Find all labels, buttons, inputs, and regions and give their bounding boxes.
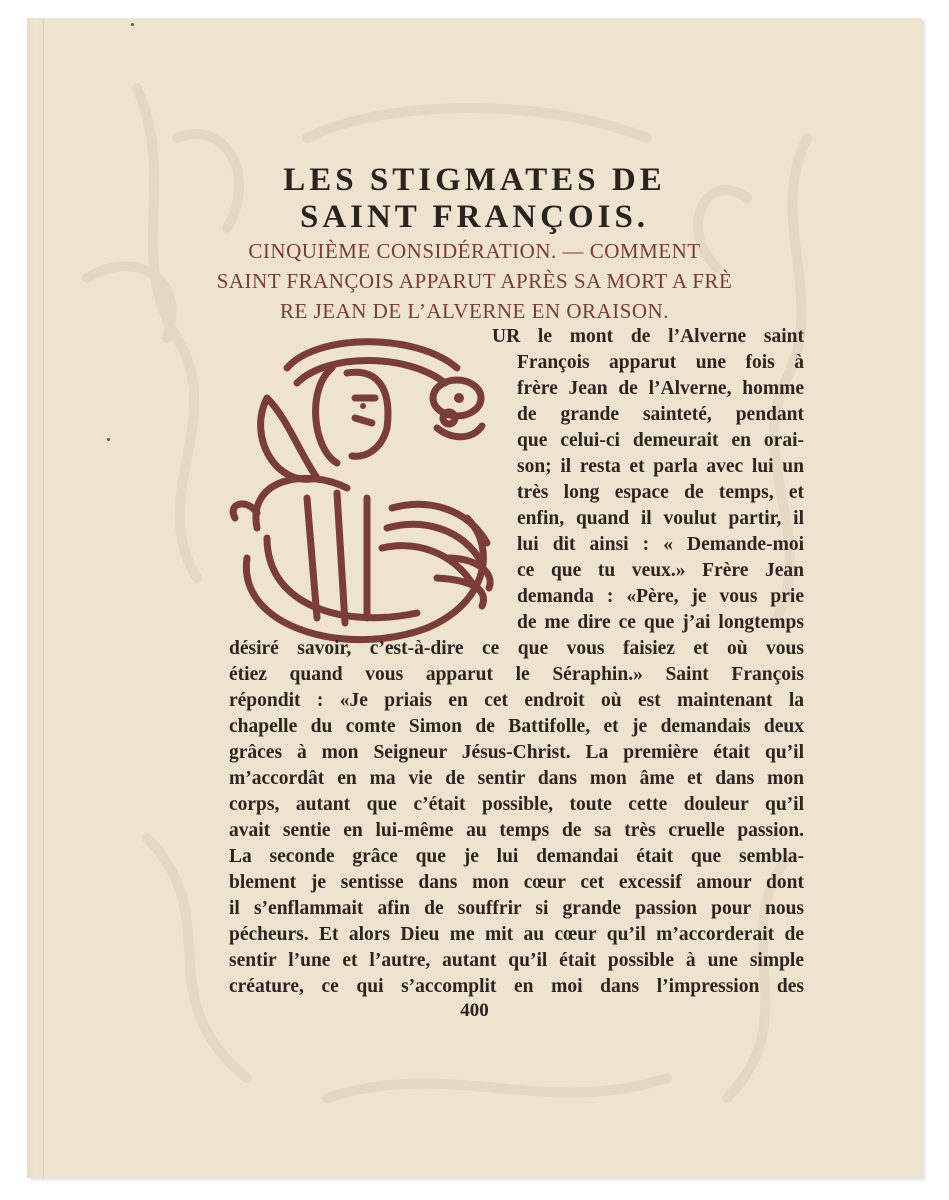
body-text-line: de grande sainteté, pendant bbox=[517, 404, 804, 425]
body-text-line: UR le mont de l’Alverne saint bbox=[492, 326, 804, 347]
body-text-line: désiré savoir, c’est-à-dire ce que vous faisiez et où vous bbox=[229, 638, 804, 659]
drop-cap-s-illustration-icon bbox=[227, 328, 505, 648]
body-text-line: que celui-ci demeurait en orai- bbox=[517, 430, 804, 451]
chapter-heading-line-1: CINQUIÈME CONSIDÉRATION. — COMMENT bbox=[248, 239, 701, 263]
body-text-line: chapelle du comte Simon de Battifolle, et je demandais deux bbox=[229, 716, 804, 737]
body-text-line: blement je sentisse dans mon cœur cet excessif amour dont bbox=[229, 872, 804, 893]
body-text-line: pécheurs. Et alors Dieu me mit au cœur qu’il m’accorderait de bbox=[229, 924, 804, 945]
chapter-heading-line-2: SAINT FRANÇOIS APPARUT APRÈS SA MORT A FRÈ bbox=[216, 269, 733, 293]
body-text-line: il s’enflammait afin de souffrir si grande passion pour nous bbox=[229, 898, 804, 919]
paper-speck bbox=[131, 23, 134, 26]
body-text-line: frère Jean de l’Alverne, homme bbox=[517, 378, 804, 399]
body-text-line: grâces à mon Seigneur Jésus-Christ. La première était qu’il bbox=[229, 742, 804, 763]
body-text-line: La seconde grâce que je lui demandai était que sembla- bbox=[229, 846, 804, 867]
page-number: 400 bbox=[460, 1000, 489, 1021]
body-text-line: corps, autant que c’était possible, toute cette douleur qu’il bbox=[229, 794, 804, 815]
body-text-line: répondit : «Je priais en cet endroit où est maintenant la bbox=[229, 690, 804, 711]
body-text-line: enfin, quand il voulut partir, il bbox=[517, 508, 804, 529]
book-page bbox=[27, 18, 922, 1178]
body-text-line: m’accordât en ma vie de sentir dans mon âme et dans mon bbox=[229, 768, 804, 789]
body-text-line: sentir l’une et l’autre, autant qu’il était possible à une simple bbox=[229, 950, 804, 971]
body-text-line: de me dire ce que j’ai longtemps bbox=[517, 612, 804, 633]
body-text-line: ce que tu veux.» Frère Jean bbox=[517, 560, 804, 581]
body-text-line: créature, ce qui s’accomplit en moi dans l’impression des bbox=[229, 976, 804, 997]
body-text-line: demanda : «Père, je vous prie bbox=[517, 586, 804, 607]
body-text-line: son; il resta et parla avec lui un bbox=[517, 456, 804, 477]
body-text-line: lui dit ainsi : « Demande-moi bbox=[517, 534, 804, 555]
chapter-heading-line-3: RE JEAN DE L’ALVERNE EN ORAISON. bbox=[280, 299, 669, 323]
paper-speck bbox=[107, 438, 110, 441]
body-text-line: étiez quand vous apparut le Séraphin.» Saint François bbox=[229, 664, 804, 685]
body-text-line: François apparut une fois à bbox=[517, 352, 804, 373]
page-title-line-1: LES STIGMATES DE bbox=[283, 162, 666, 198]
body-text-line: avait sentie en lui-même au temps de sa très cruelle passion. bbox=[229, 820, 804, 841]
body-text-line: très long espace de temps, et bbox=[517, 482, 804, 503]
page-title-line-2: SAINT FRANÇOIS. bbox=[299, 199, 650, 235]
